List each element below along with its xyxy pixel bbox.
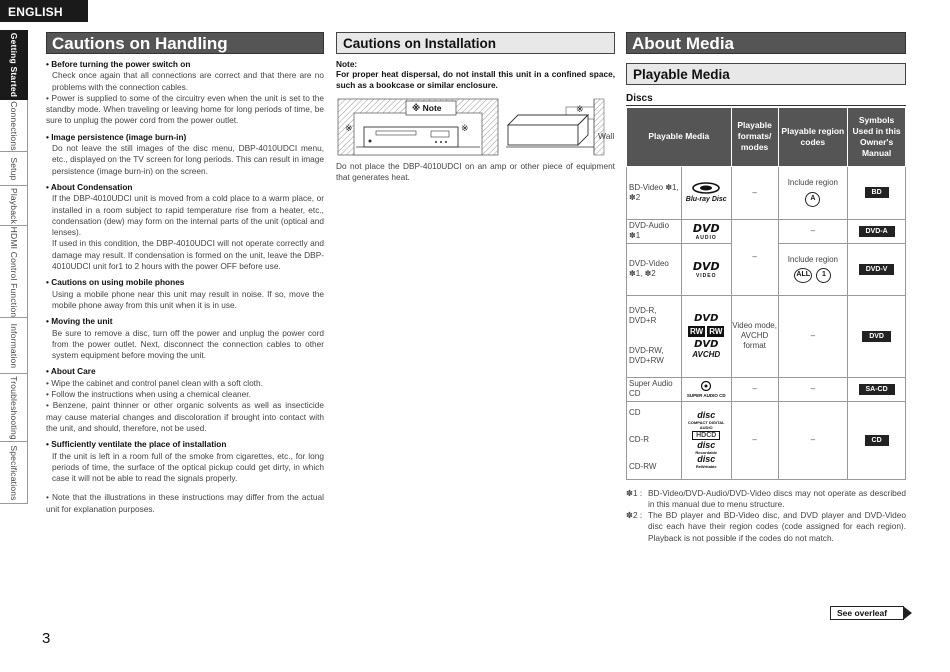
see-overleaf-link[interactable]: See overleaf xyxy=(830,606,904,620)
footnotes xyxy=(626,488,906,544)
media-name: DVD-Audio ✽1 xyxy=(627,219,682,243)
dvd-video-logo-icon: DVD VIDEO xyxy=(681,243,731,295)
sacd-logo-icon: SUPER AUDIO CD xyxy=(681,377,731,401)
media-region: – xyxy=(778,377,848,401)
handling-section-title: • About Care xyxy=(46,366,96,377)
media-region: Include region ALL 1 xyxy=(778,243,848,295)
handling-section xyxy=(46,492,324,515)
note-label: Note: xyxy=(336,59,358,69)
handling-section xyxy=(46,366,324,434)
illus-mark-left: ※ xyxy=(345,122,353,133)
cautions-handling-section xyxy=(46,32,324,515)
media-format: – xyxy=(731,219,778,295)
handling-paragraph: If the DBP-4010UDCI unit is moved from a cold place to a warm place, or installed in a room subject to rapid temperature rise from a heater, etc., condensation (dew) may form on the internal parts of the unit (optical and lenses). xyxy=(52,193,324,238)
cautions-installation-section xyxy=(336,32,615,183)
playable-media-table xyxy=(626,108,906,480)
media-name: CD CD-R CD-RW xyxy=(627,401,682,479)
sidebar-item-connections[interactable]: Connections xyxy=(0,100,28,152)
handling-title: Cautions on Handling xyxy=(46,32,324,54)
handling-paragraph: Be sure to remove a disc, turn off the power and unplug the power cord from the power outlet. Next, disconnect the connection cables to other system equipment before moving the unit. xyxy=(52,327,324,361)
handling-section-title: • Moving the unit xyxy=(46,316,113,327)
sidebar-nav xyxy=(0,30,28,504)
header-symbols: Symbols Used in this Owner's Manual xyxy=(848,108,906,166)
region-all-icon: ALL xyxy=(794,268,812,283)
media-symbol: DVD xyxy=(848,295,906,377)
handling-section xyxy=(46,182,324,272)
sidebar-item-setup[interactable]: Setup xyxy=(0,152,28,186)
installation-caption: Do not place the DBP-4010UDCI on an amp or other piece of equipment that generates heat. xyxy=(336,160,615,182)
media-region: Include region A xyxy=(778,166,848,219)
handling-section-title: • Before turning the power switch on xyxy=(46,59,191,69)
handling-section-title: • Image persistence (image burn-in) xyxy=(46,131,187,142)
wall-hatch xyxy=(594,99,604,155)
media-symbol: CD xyxy=(848,401,906,479)
sidebar-item-troubleshooting[interactable]: Troubleshooting xyxy=(0,374,28,442)
player-side-icon xyxy=(508,115,588,125)
header-formats: Playable formats/ modes xyxy=(731,108,778,166)
page-number: 3 xyxy=(42,630,51,647)
media-name: BD-Video ✽1, ✽2 xyxy=(627,166,682,219)
handling-paragraph: • Benzene, paint thinner or other organic solvents as well as insecticide may cause material changes and discoloration if brought into contact with the unit, and should, therefore, not be used. xyxy=(46,400,324,433)
illus-mark-wall: ※ xyxy=(576,103,584,114)
media-symbol: BD xyxy=(848,166,906,219)
installation-title: Cautions on Installation xyxy=(336,32,615,54)
media-region: – xyxy=(778,219,848,243)
illus-note-label: ※ Note xyxy=(412,102,442,113)
media-format: – xyxy=(731,166,778,219)
media-region: – xyxy=(778,295,848,377)
media-region: – xyxy=(778,401,848,479)
handling-section xyxy=(46,59,324,93)
handling-section xyxy=(46,93,324,127)
dvd-audio-logo-icon: DVD AUDIO xyxy=(681,219,731,243)
header-playable-media: Playable Media xyxy=(627,108,732,166)
region-a-icon: A xyxy=(805,192,820,207)
media-title: About Media xyxy=(626,32,906,54)
cd-logo-icon: disc COMPACT DIGITAL AUDIO HDCD disc Recordable disc ReWritable xyxy=(681,401,731,479)
handling-paragraph: Do not leave the still images of the disc menu, DBP-4010UDCI menu, etc., displayed on the TV screen for long periods. This can result in image persistence (image burn-in) on the screen. xyxy=(52,143,324,176)
handling-section xyxy=(46,316,324,361)
handling-paragraph: Using a mobile phone near this unit may result in noise. If so, move the mobile phone away from this unit when it is in use. xyxy=(52,288,324,310)
media-symbol: SA-CD xyxy=(848,377,906,401)
handling-paragraph: If used in this condition, the DBP-4010UDCI will not operate correctly and damage may result. If condensation is formed on the unit, leave the DBP-4010UDCI unit for1 to 2 hours with the power OFF before use. xyxy=(52,238,324,272)
handling-paragraph: Check once again that all connections are correct and that there are no problems with the connection cables. xyxy=(52,70,324,92)
handling-paragraph: • Follow the instructions when using a chemical cleaner. xyxy=(46,389,251,400)
note-text: For proper heat dispersal, do not install this unit in a confined space, such as a bookcase or similar enclosure. xyxy=(336,69,615,91)
handling-paragraph: If the unit is left in a room full of the smoke from cigarettes, etc., for long periods of time, the surface of the optical pickup could get dirty, in which case it will not be able to read the signals properly. xyxy=(52,450,324,484)
playable-media-title: Playable Media xyxy=(626,63,906,85)
media-format: Video mode, AVCHD format xyxy=(731,295,778,377)
language-tab: ENGLISH xyxy=(0,0,88,22)
header-region-codes: Playable region codes xyxy=(778,108,848,166)
handling-section xyxy=(46,439,324,484)
sidebar-item-information[interactable]: Information xyxy=(0,318,28,374)
handling-section xyxy=(46,132,324,177)
media-name: Super Audio CD xyxy=(627,377,682,401)
handling-paragraph: • Power is supplied to some of the circuitry even when the unit is set to the standby mode. When traveling or leaving home for long periods of time, be sure to unplug the power cord from the power outlet. xyxy=(46,92,324,126)
handling-section-title: • About Condensation xyxy=(46,181,133,192)
about-media-section xyxy=(626,32,906,544)
sidebar-item-specifications[interactable]: Specifications xyxy=(0,442,28,504)
illustration-svg xyxy=(336,97,615,159)
table-row xyxy=(627,219,906,243)
media-format: – xyxy=(731,401,778,479)
sidebar-item-hdmi-control-function[interactable]: HDMI Control Function xyxy=(0,226,28,318)
media-symbol: DVD-A xyxy=(848,219,906,243)
handling-paragraph: • Wipe the cabinet and control panel clean with a soft cloth. xyxy=(46,377,263,388)
illus-mark-right: ※ xyxy=(461,122,469,133)
dvd-r-rw-avchd-logo-icon: DVD RW RW DVD AVCHD xyxy=(681,295,731,377)
media-format: – xyxy=(731,377,778,401)
discs-label: Discs xyxy=(626,93,906,106)
footnote-2: ✽2 : The BD player and BD-Video disc, and DVD player and DVD-Video disc each have their region codes (code assigned for each region). Playback is not possible if the codes do not match. xyxy=(626,510,906,543)
handling-section xyxy=(46,277,324,311)
handling-section-title: • Sufficiently ventilate the place of installation xyxy=(46,439,227,450)
handling-paragraph: • Note that the illustrations in these instructions may differ from the actual unit for explanation purposes. xyxy=(46,492,324,514)
region-1-icon: 1 xyxy=(816,268,831,283)
media-name: DVD-R, DVD+R DVD-RW, DVD+RW xyxy=(627,295,682,377)
media-name: DVD-Video ✽1, ✽2 xyxy=(627,243,682,295)
handling-section-title: • Cautions on using mobile phones xyxy=(46,277,185,288)
footnote-1: ✽1 : BD-Video/DVD-Audio/DVD-Video discs may not operate as described in this manual due to menu structure. xyxy=(626,487,906,509)
installation-illustration xyxy=(336,97,615,157)
table-row xyxy=(627,166,906,219)
table-row xyxy=(627,295,906,377)
sidebar-item-playback[interactable]: Playback xyxy=(0,186,28,226)
bluray-logo-icon: Blu-ray Disc xyxy=(681,166,731,219)
table-row xyxy=(627,401,906,479)
sidebar-item-getting-started[interactable]: Getting Started xyxy=(0,30,28,100)
media-symbol: DVD-V xyxy=(848,243,906,295)
wall-label: Wall xyxy=(598,130,615,141)
table-row xyxy=(627,377,906,401)
